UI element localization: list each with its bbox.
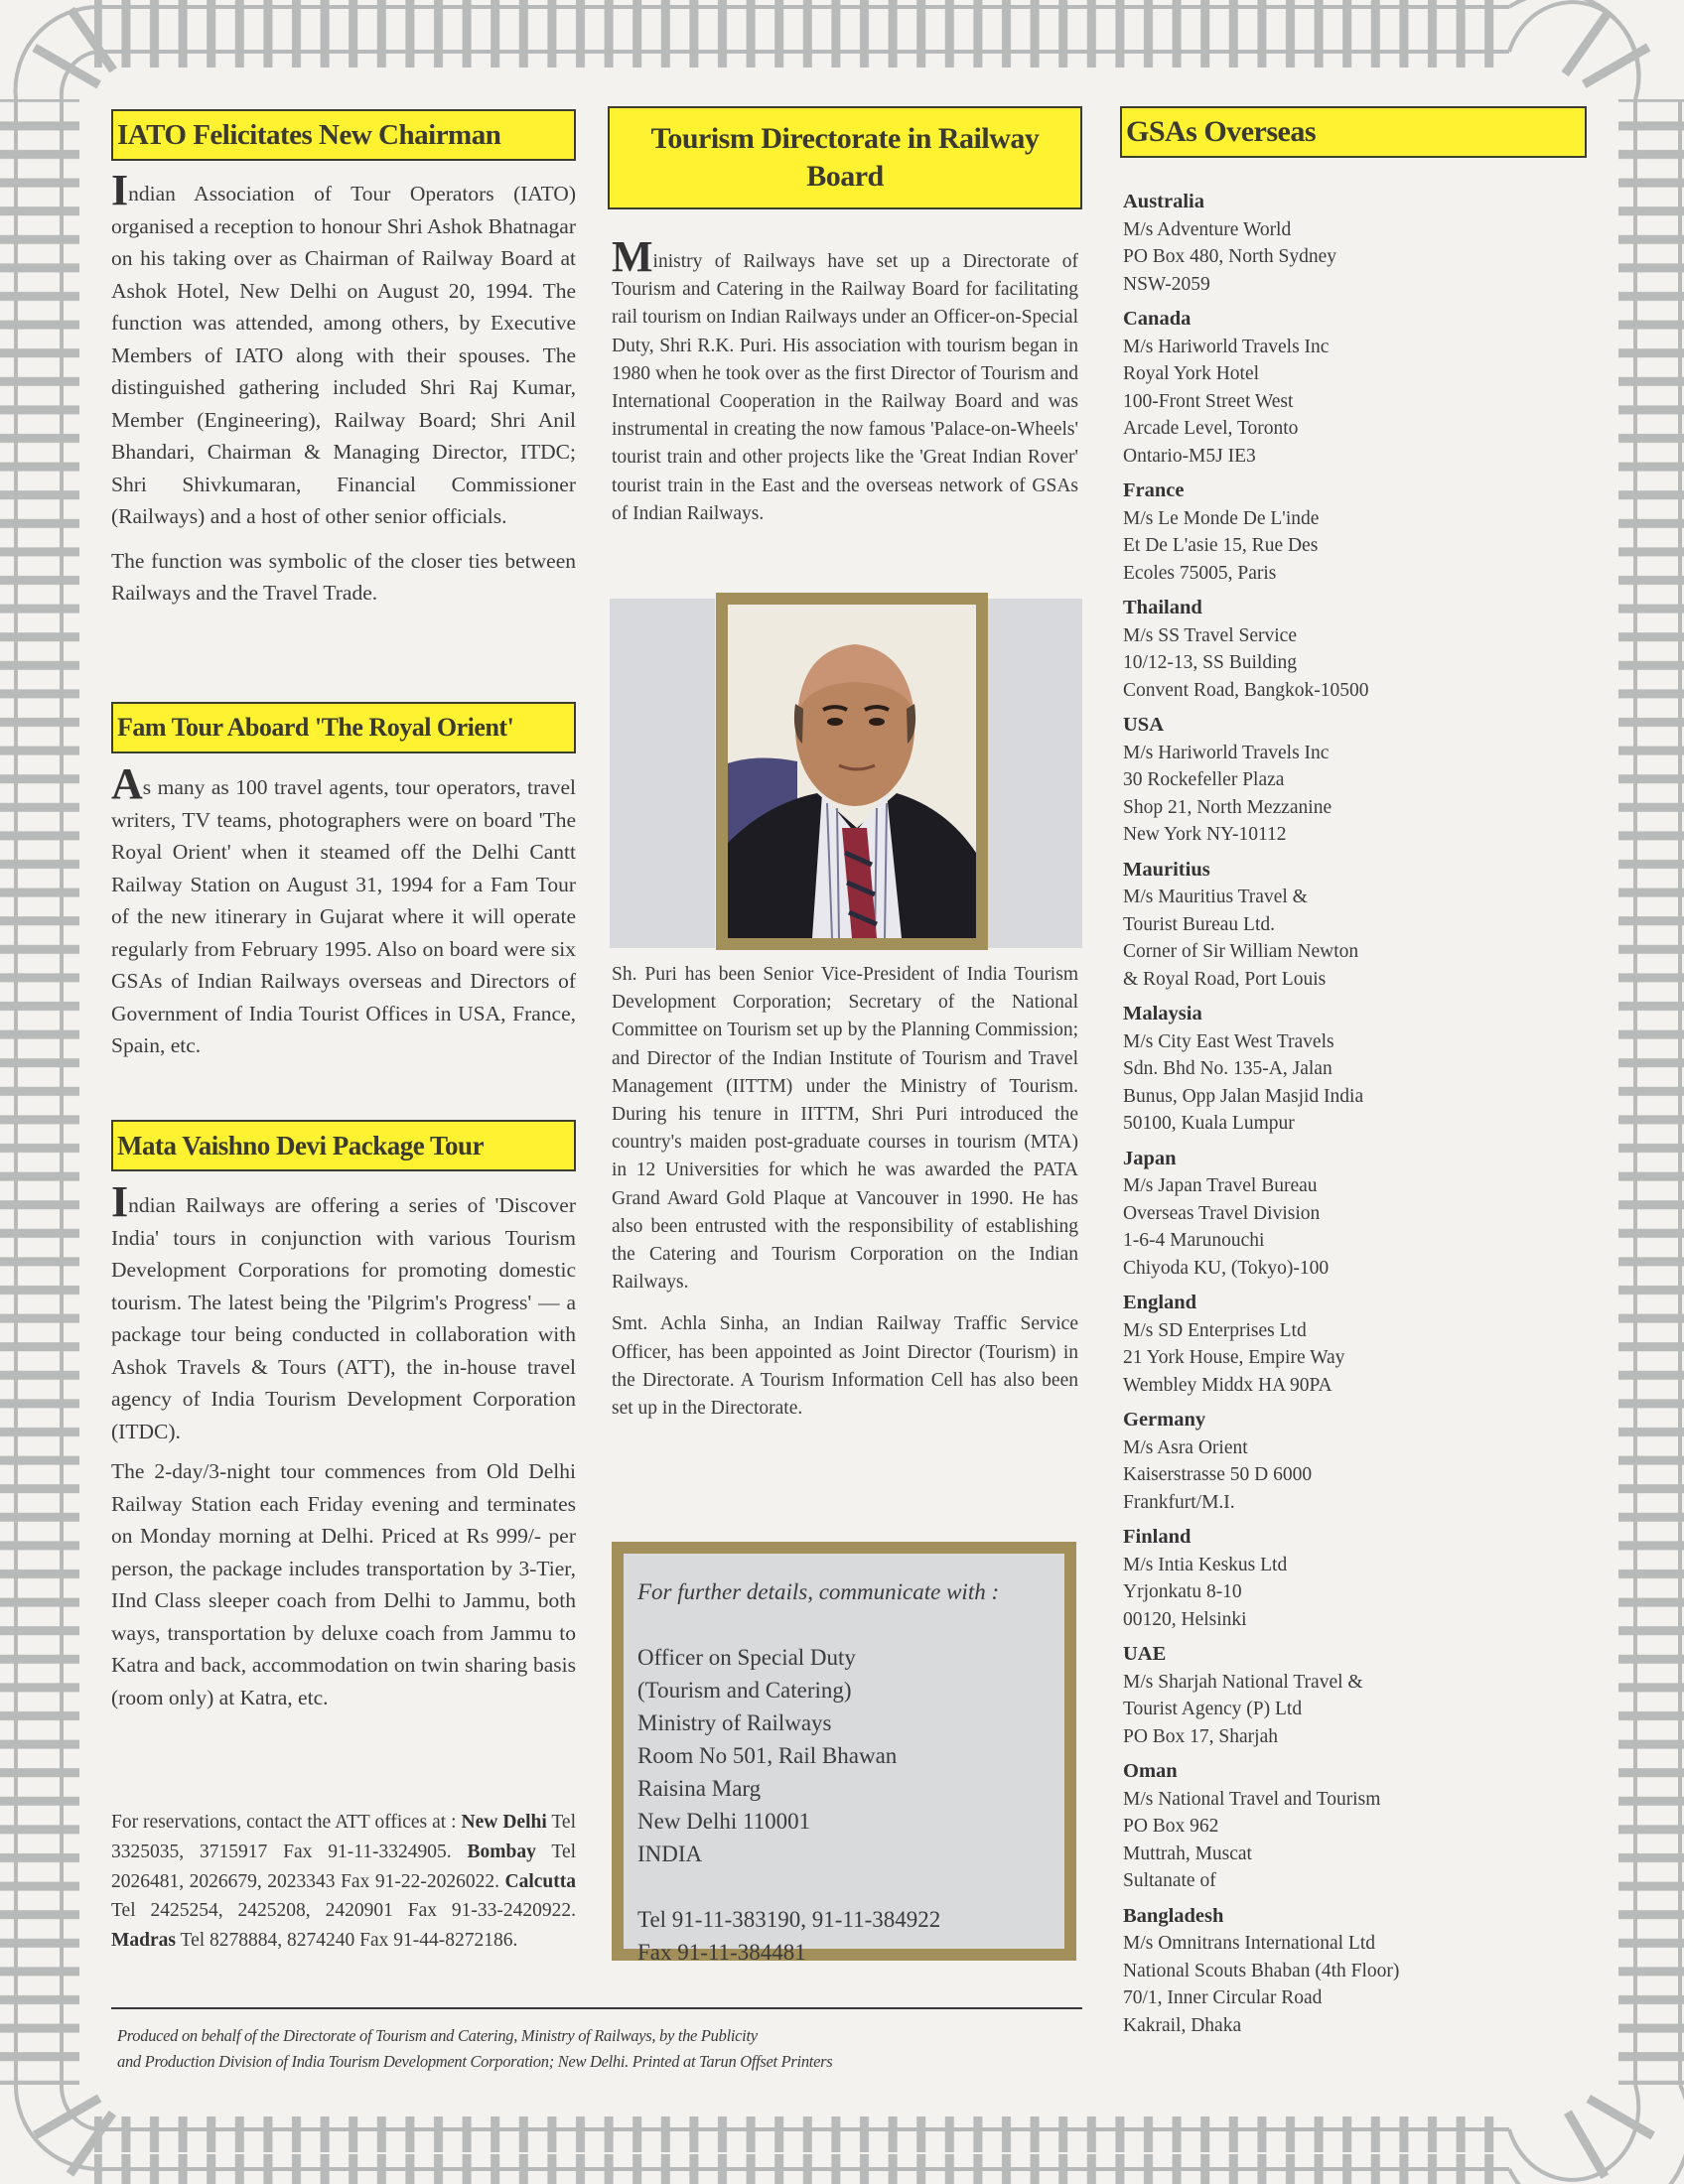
gsa-address-line: PO Box 962 bbox=[1123, 1816, 1219, 1837]
vaishno-headline: Mata Vaishno Devi Package Tour bbox=[111, 1120, 576, 1171]
gsa-address-line: Wembley Middx HA 90PA bbox=[1123, 1374, 1333, 1396]
gsa-address-line: Sultanate of bbox=[1123, 1870, 1216, 1891]
gsa-address-line: Yrjonkatu 8-10 bbox=[1123, 1581, 1242, 1602]
iato-article bbox=[111, 166, 576, 610]
gsa-address-line: M/s Sharjah National Travel & bbox=[1123, 1671, 1363, 1693]
gsa-country: France bbox=[1123, 479, 1185, 501]
office-city: New Delhi bbox=[461, 1812, 547, 1833]
office-city: Madras bbox=[111, 1930, 176, 1952]
gsa-address-line: PO Box 17, Sharjah bbox=[1123, 1725, 1278, 1747]
gsa-address-line: National Scouts Bhaban (4th Floor) bbox=[1123, 1960, 1400, 1981]
gsa-country: Finland bbox=[1123, 1526, 1192, 1548]
gsa-address-line: Kakrail, Dhaka bbox=[1123, 2014, 1242, 2036]
gsa-entry bbox=[1123, 1146, 1580, 1283]
contact-box bbox=[612, 1542, 1076, 1965]
office-details: Tel 2026481, 2026679, 2023343 Fax 91-22-2026022. bbox=[111, 1841, 577, 1892]
gsa-address-line: 1-6-4 Marunouchi bbox=[1123, 1230, 1265, 1251]
dropcap: I bbox=[111, 166, 129, 214]
gsa-address-line: Ontario-M5J IE3 bbox=[1123, 445, 1256, 467]
footer-line-2: and Production Division of India Tourism Development Corporation; New Delhi. Printed at Tarun Offset Printers bbox=[117, 2052, 833, 2071]
photo-shade-left bbox=[610, 599, 715, 948]
gsa-entry bbox=[1123, 857, 1580, 994]
gsa-country: Japan bbox=[1123, 1147, 1177, 1169]
gsa-address-line: New York NY-10112 bbox=[1123, 824, 1287, 845]
gsa-country: England bbox=[1123, 1292, 1197, 1313]
directorate-article bbox=[612, 232, 1078, 528]
gsa-address-line: M/s Intia Keskus Ltd bbox=[1123, 1554, 1288, 1575]
gsa-address-line: & Royal Road, Port Louis bbox=[1123, 968, 1327, 990]
gsa-entry bbox=[1123, 1641, 1580, 1750]
office-city: Bombay bbox=[467, 1841, 536, 1862]
contact-address-line: New Delhi 110001 bbox=[637, 1809, 811, 1834]
puri-bio bbox=[612, 961, 1078, 1423]
gsa-address-line: Tourist Bureau Ltd. bbox=[1123, 913, 1275, 935]
office-details: Tel 8278884, 8274240 Fax 91-44-8272186. bbox=[180, 1930, 518, 1952]
gsa-address-line: Ecoles 75005, Paris bbox=[1123, 562, 1277, 584]
gsa-address-line: Overseas Travel Division bbox=[1123, 1202, 1321, 1224]
contact-address-line: Room No 501, Rail Bhawan bbox=[637, 1743, 898, 1768]
contact-intro: For further details, communicate with : bbox=[637, 1579, 1000, 1604]
footer-line-1: Produced on behalf of the Directorate of Tourism and Catering, Ministry of Railways, by the Publicity bbox=[117, 2026, 758, 2045]
vaishno-paragraph-1: ndian Railways are offering a series of 'Discover India' tours in conjunction with various Tourism Development Corporations for promoting domestic tourism. The latest being the 'Pilgrim's Progress' — a package tour being conducted in collaboration with Ashok Travels & Tours (ATT), the in-house travel agency of India Tourism Development Corporation (ITDC). bbox=[111, 1193, 576, 1443]
office-city: Calcutta bbox=[504, 1870, 576, 1892]
photo-frame bbox=[716, 593, 988, 950]
gsa-country: UAE bbox=[1123, 1643, 1167, 1665]
iato-paragraph-1: ndian Association of Tour Operators (IATO) organised a reception to honour Shri Ashok Bhatnagar on his taking over as Chairman of Railway Board at Ashok Hotel, New Delhi on August 20, 1994. The function was attended, among others, by Executive Members of IATO along with their spouses. The distinguished gathering included Shri Raj Kumar, Member (Engineering), Railway Board; Shri Anil Bhandari, Chairman & Managing Director, ITDC; Shri Shivkumaran, Financial Commissioner (Railways) and a host of other senior officials. bbox=[111, 182, 576, 528]
contact-address-line: Raisina Marg bbox=[637, 1776, 762, 1801]
gsa-entry bbox=[1123, 1407, 1580, 1516]
gsa-address-line: Royal York Hotel bbox=[1123, 363, 1260, 384]
gsa-address-line: Frankfurt/M.I. bbox=[1123, 1491, 1235, 1513]
contact-address-line: Ministry of Railways bbox=[637, 1710, 832, 1735]
gsa-address-line: 100-Front Street West bbox=[1123, 390, 1294, 412]
directorate-paragraph-1: inistry of Railways have set up a Directorate of Tourism and Catering in the Railway Board for facilitating rail tourism on Indian Railways under an Officer-on-Special Duty, Shri R.K. Puri. His association with tourism began in 1980 when he took over as the first Director of Tourism and International Cooperation in the Railway Board and was instrumental in creating the now famous 'Palace-on-Wheels' tourist train and other projects like the 'Great Indian Rover' tourist train in the East and the overseas network of GSAs of Indian Railways. bbox=[612, 251, 1078, 524]
gsa-address-line: 00120, Helsinki bbox=[1123, 1608, 1247, 1630]
contact-address-line: INDIA bbox=[637, 1842, 703, 1866]
dropcap: M bbox=[612, 232, 653, 281]
gsa-address-line: M/s Hariworld Travels Inc bbox=[1123, 742, 1330, 763]
gsa-address-line: NSW-2059 bbox=[1123, 273, 1210, 295]
gsa-entry bbox=[1123, 306, 1580, 470]
footer-divider bbox=[111, 2007, 1082, 2009]
dropcap: I bbox=[111, 1177, 129, 1226]
gsa-address-line: M/s SS Travel Service bbox=[1123, 624, 1297, 646]
gsa-address-line: Et De L'asie 15, Rue Des bbox=[1123, 535, 1319, 556]
gsa-country: Germany bbox=[1123, 1409, 1206, 1431]
vaishno-article bbox=[111, 1177, 576, 1713]
gsa-address-line: Sdn. Bhd No. 135-A, Jalan bbox=[1123, 1058, 1333, 1079]
person-portrait-icon bbox=[728, 605, 976, 938]
gsa-address-line: Arcade Level, Toronto bbox=[1123, 418, 1299, 439]
gsa-address-line: M/s Omnitrans International Ltd bbox=[1123, 1933, 1375, 1954]
footer-credits bbox=[117, 2023, 1090, 2075]
gsa-entry bbox=[1123, 189, 1580, 298]
gsa-address-line: M/s Japan Travel Bureau bbox=[1123, 1175, 1318, 1196]
gsa-list bbox=[1123, 189, 1580, 2047]
gsa-country: USA bbox=[1123, 714, 1165, 736]
gsa-address-line: Shop 21, North Mezzanine bbox=[1123, 796, 1333, 818]
office-details: Tel 3325035, 3715917 Fax 91-11-3324905. bbox=[111, 1812, 576, 1862]
gsa-address-line: 50100, Kuala Lumpur bbox=[1123, 1113, 1295, 1134]
fam-tour-article bbox=[111, 759, 576, 1062]
iato-paragraph-2: The function was symbolic of the closer ties between Railways and the Travel Trade. bbox=[111, 548, 576, 605]
contact-details bbox=[624, 1554, 1064, 1965]
gsa-entry bbox=[1123, 1001, 1580, 1138]
gsa-entry bbox=[1123, 1524, 1580, 1633]
contact-fax: Fax 91-11-384481 bbox=[637, 1940, 806, 1965]
gsa-country: Australia bbox=[1123, 191, 1204, 212]
gsa-entry bbox=[1123, 478, 1580, 587]
vaishno-paragraph-2: The 2-day/3-night tour commences from Old Delhi Railway Station each Friday evening and terminates on Monday morning at Delhi. Priced at Rs 999/- per person, the package includes transportation by 3-Tier, IInd Class sleeper coach from Delhi to Jammu, both ways, transportation by deluxe coach from Jammu to Katra and back, accommodation on twin sharing basis (room only) at Katra, etc. bbox=[111, 1459, 576, 1709]
photo-shade-right bbox=[977, 599, 1082, 948]
gsa-address-line: M/s Adventure World bbox=[1123, 218, 1292, 240]
reservations-block bbox=[111, 1808, 576, 1956]
iato-headline: IATO Felicitates New Chairman bbox=[111, 109, 576, 161]
fam-tour-paragraph: s many as 100 travel agents, tour operators, travel writers, TV teams, photographers were on board 'The Royal Orient' when it steamed off the Delhi Cantt Railway Station on August 31, 1994 for a Fam Tour of the new itinerary in Gujarat where it will operate regularly from February 1995. Also on board were six GSAs of Indian Railways overseas and Directors of Government of India Tourist Offices in USA, France, Spain, etc. bbox=[111, 775, 576, 1057]
contact-address-line: Officer on Special Duty bbox=[637, 1645, 856, 1670]
gsa-address-line: Convent Road, Bangkok-10500 bbox=[1123, 679, 1369, 701]
gsa-entry bbox=[1123, 1903, 1580, 2040]
gsa-country: Mauritius bbox=[1123, 858, 1210, 881]
gsa-country: Oman bbox=[1123, 1760, 1178, 1782]
directorate-headline: Tourism Directorate in Railway Board bbox=[608, 106, 1082, 209]
gsa-address-line: 70/1, Inner Circular Road bbox=[1123, 1987, 1323, 2008]
gsa-address-line: M/s National Travel and Tourism bbox=[1123, 1788, 1381, 1810]
gsa-country: Malaysia bbox=[1123, 1003, 1202, 1024]
gsa-address-line: 10/12-13, SS Building bbox=[1123, 652, 1297, 673]
gsa-address-line: Corner of Sir William Newton bbox=[1123, 941, 1359, 962]
gsa-address-line: Tourist Agency (P) Ltd bbox=[1123, 1699, 1303, 1719]
gsas-headline: GSAs Overseas bbox=[1120, 106, 1587, 158]
gsa-address-line: PO Box 480, North Sydney bbox=[1123, 246, 1337, 267]
contact-tel: Tel 91-11-383190, 91-11-384922 bbox=[637, 1907, 941, 1932]
gsa-address-line: M/s Hariworld Travels Inc bbox=[1123, 336, 1330, 357]
gsa-country: Canada bbox=[1123, 308, 1192, 330]
portrait-photo bbox=[610, 593, 1082, 948]
gsa-country: Thailand bbox=[1123, 597, 1202, 618]
directorate-paragraph-2: Sh. Puri has been Senior Vice-President of India Tourism Development Corporation; Secretary of the National Committee on Tourism set up by the Planning Commission; and Director of the Indian Institute of Tourism and Travel Management (IITTM) under the Ministry of Tourism. During his tenure in IITTM, Shri Puri introduced the country's maiden post-graduate courses in tourism (MTA) in 12 Universities for which he was awarded the PATA Grand Award Gold Plaque at Vancouver in 1990. He has also been entrusted with the responsibility of establishing the Catering and Tourism Corporation on the Indian Railways. bbox=[612, 964, 1078, 1294]
gsa-address-line: M/s Asra Orient bbox=[1123, 1436, 1248, 1458]
fam-tour-headline: Fam Tour Aboard 'The Royal Orient' bbox=[111, 702, 576, 753]
gsa-country: Bangladesh bbox=[1123, 1904, 1224, 1927]
gsa-address-line: M/s Mauritius Travel & bbox=[1123, 887, 1308, 907]
reservations-intro: For reservations, contact the ATT offices at : bbox=[111, 1812, 457, 1833]
contact-address-line: (Tourism and Catering) bbox=[637, 1678, 852, 1703]
gsa-entry bbox=[1123, 1290, 1580, 1399]
gsa-address-line: 30 Rockefeller Plaza bbox=[1123, 769, 1285, 790]
gsa-address-line: Bunus, Opp Jalan Masjid India bbox=[1123, 1085, 1364, 1107]
gsa-address-line: Kaiserstrasse 50 D 6000 bbox=[1123, 1464, 1313, 1485]
gsa-address-line: M/s City East West Travels bbox=[1123, 1030, 1334, 1052]
spacer bbox=[637, 1870, 1051, 1903]
gsa-address-line: M/s SD Enterprises Ltd bbox=[1123, 1319, 1307, 1341]
gsa-entry bbox=[1123, 595, 1580, 704]
gsa-address-line: 21 York House, Empire Way bbox=[1123, 1347, 1345, 1368]
dropcap: A bbox=[111, 759, 143, 808]
gsa-entry bbox=[1123, 1758, 1580, 1895]
gsa-entry bbox=[1123, 712, 1580, 849]
portrait-image bbox=[728, 605, 976, 938]
gsa-address-line: Muttrah, Muscat bbox=[1123, 1843, 1252, 1864]
gsa-address-line: M/s Le Monde De L'inde bbox=[1123, 507, 1320, 529]
directorate-paragraph-3: Smt. Achla Sinha, an Indian Railway Traffic Service Officer, has been appointed as Joint Director (Tourism) in the Directorate. A Tourism Information Cell has also been set up in the Directorate. bbox=[612, 1313, 1078, 1420]
gsa-address-line: Chiyoda KU, (Tokyo)-100 bbox=[1123, 1257, 1330, 1279]
office-details: Tel 2425254, 2425208, 2420901 Fax 91-33-2420922. bbox=[111, 1900, 576, 1922]
